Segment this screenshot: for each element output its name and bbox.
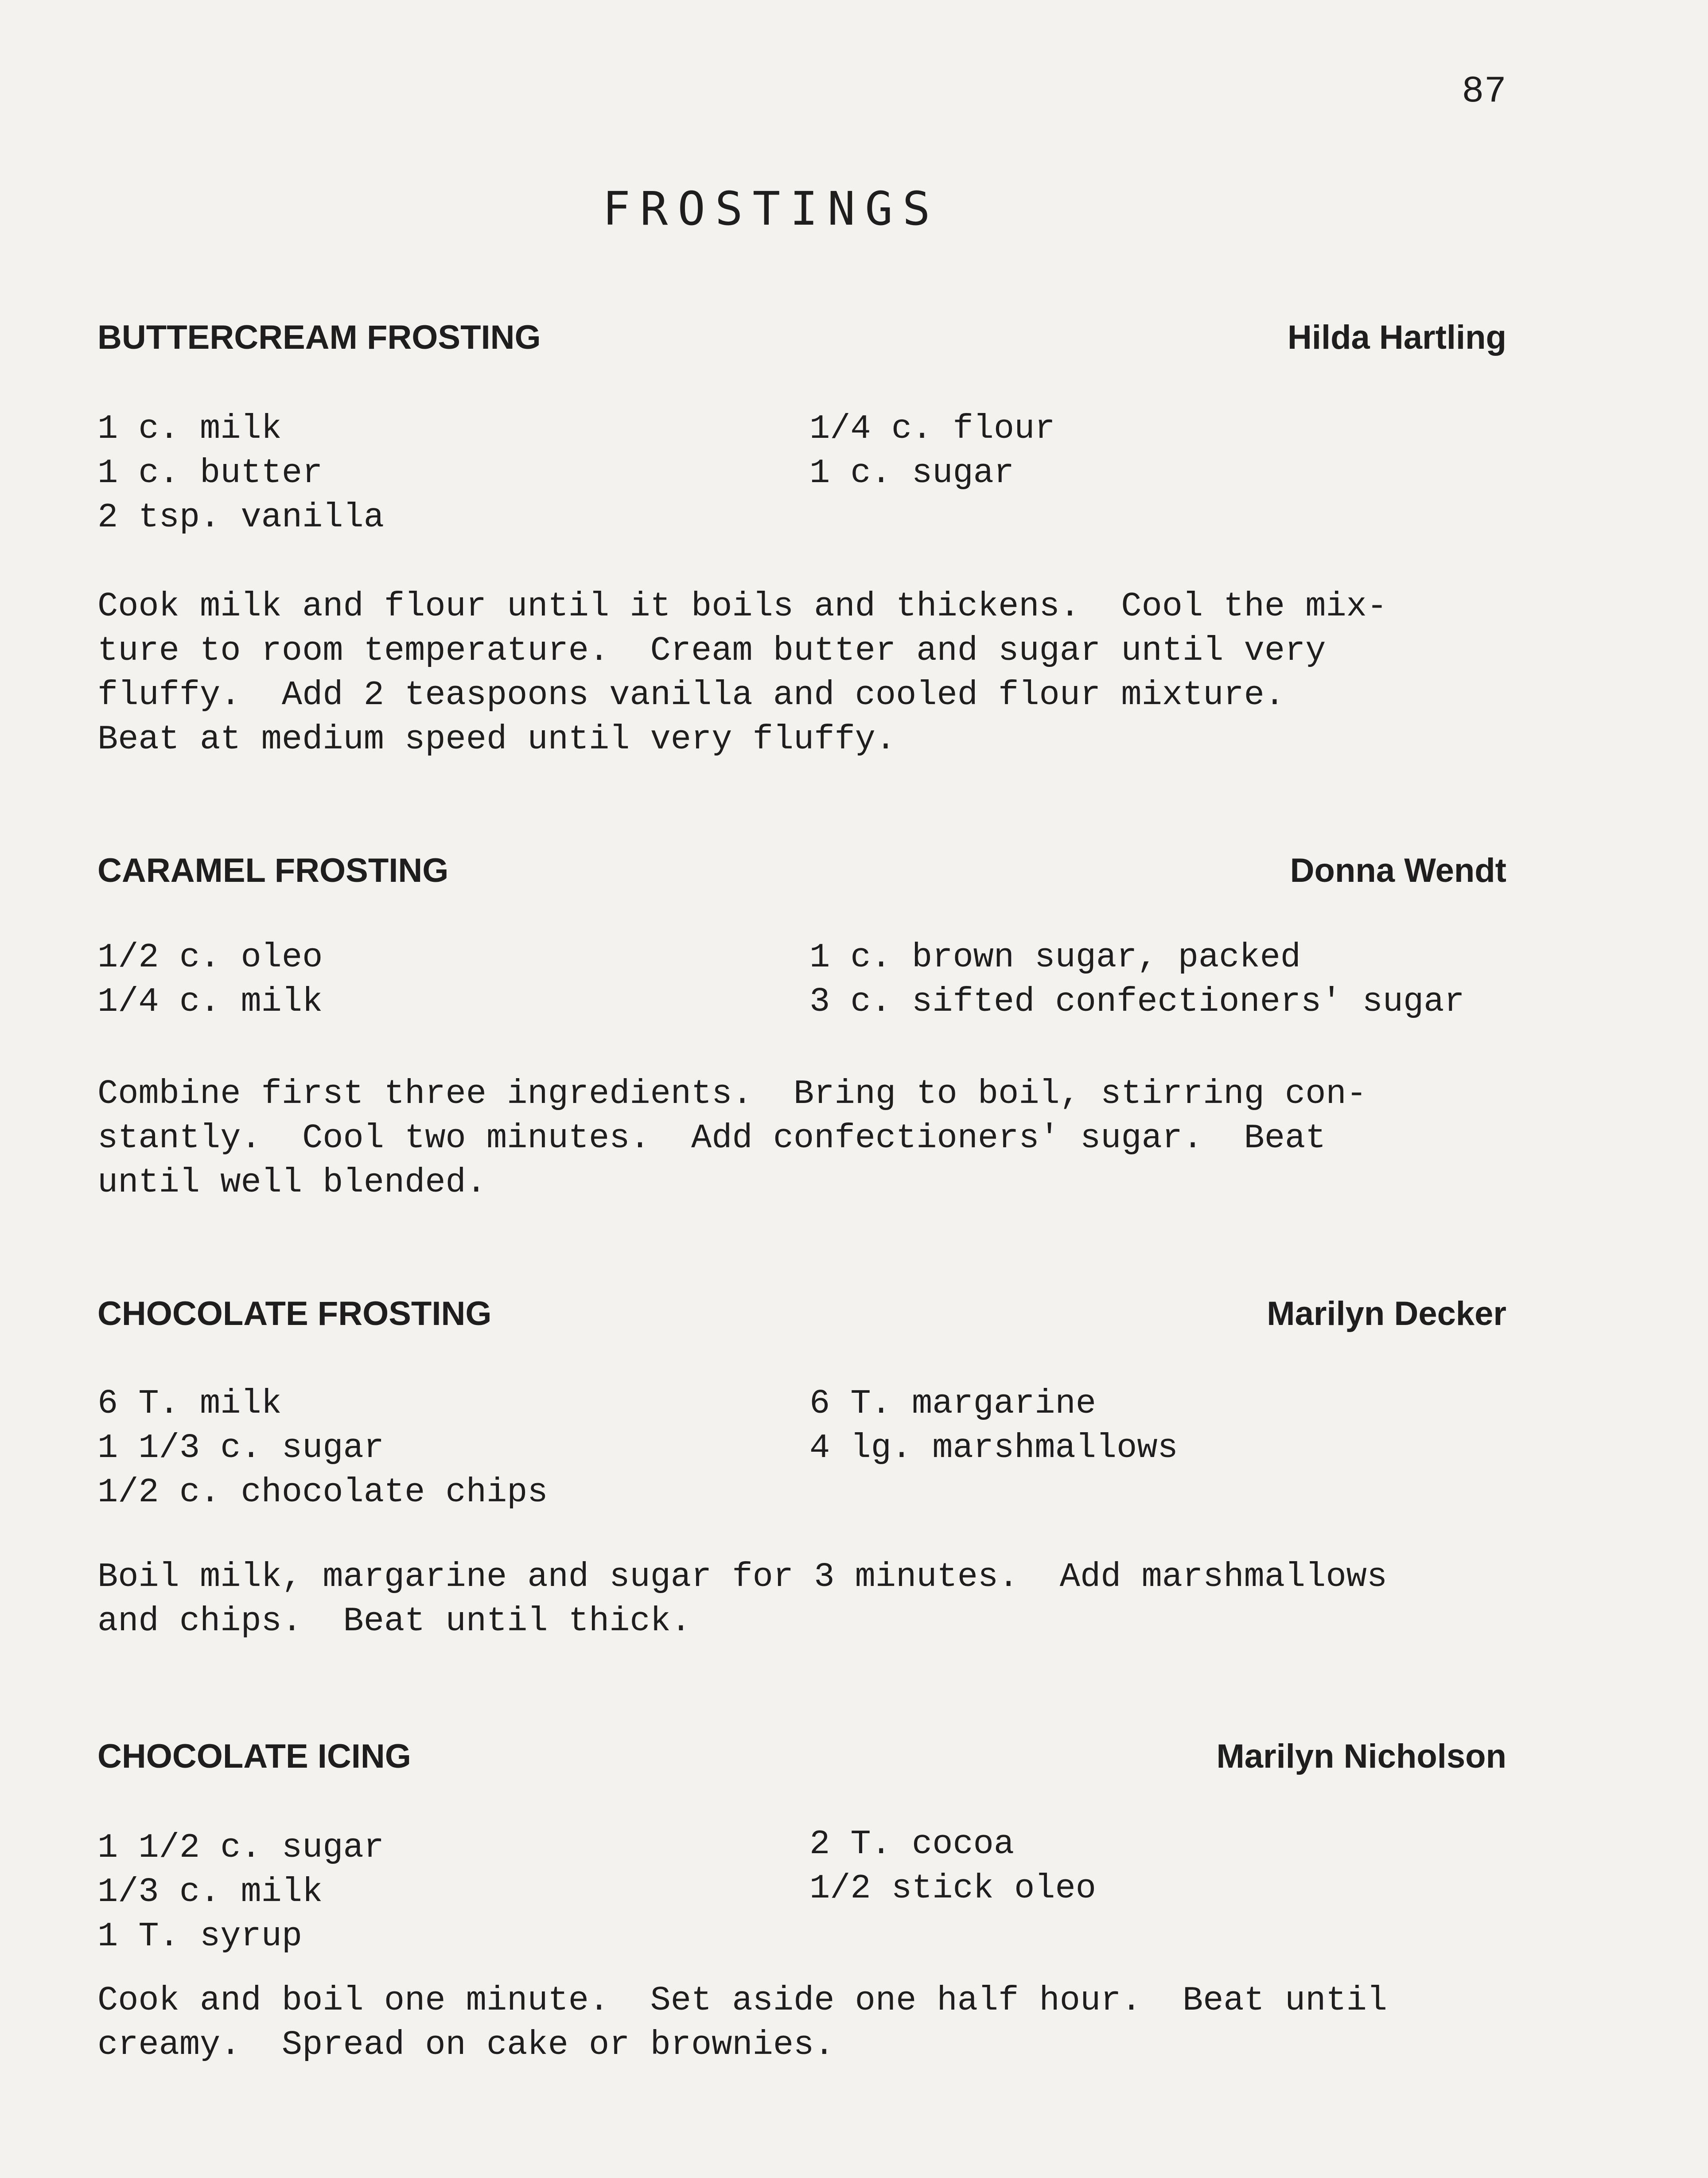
directions-line: until well blended. [97, 1164, 486, 1202]
ingredients-left [97, 1826, 809, 1959]
directions [97, 585, 1506, 762]
ingredient: 4 lg. marshmallows [809, 1429, 1178, 1468]
recipe-caramel-frosting [97, 849, 1506, 1205]
ingredient: 1 c. sugar [809, 454, 1015, 493]
recipe-author: Marilyn Decker [1267, 1295, 1506, 1333]
ingredient: 1 c. butter [97, 454, 323, 493]
directions-line: Cook and boil one minute. Set aside one half hour. Beat until [97, 1982, 1388, 2020]
directions-line: Boil milk, margarine and sugar for 3 minutes. Add marshmallows [97, 1558, 1388, 1597]
ingredient: 1/2 c. oleo [97, 939, 323, 977]
ingredient: 6 T. margarine [809, 1385, 1096, 1423]
ingredients-left [97, 1382, 809, 1515]
directions [97, 1555, 1506, 1644]
recipe-name: CHOCOLATE FROSTING [97, 1295, 492, 1333]
directions-line: Combine first three ingredients. Bring to boil, stirring con- [97, 1075, 1367, 1114]
ingredient: 1 1/2 c. sugar [97, 1829, 384, 1867]
ingredient: 1/4 c. flour [809, 410, 1055, 448]
recipe-name: BUTTERCREAM FROSTING [97, 319, 541, 356]
directions-line: stantly. Cool two minutes. Add confectioners' sugar. Beat [97, 1119, 1326, 1158]
recipe-name: CHOCOLATE ICING [97, 1738, 411, 1775]
directions-line: Beat at medium speed until very fluffy. [97, 721, 896, 759]
ingredient: 1 1/3 c. sugar [97, 1429, 384, 1468]
ingredient: 1/4 c. milk [97, 983, 323, 1021]
ingredients-left [97, 407, 809, 540]
directions [97, 1979, 1506, 2068]
ingredients-right [809, 1382, 1178, 1515]
ingredient: 2 T. cocoa [809, 1825, 1015, 1864]
directions [97, 1072, 1506, 1205]
recipe-buttercream-frosting [97, 316, 1506, 762]
ingredient: 3 c. sifted confectioners' sugar [809, 983, 1465, 1021]
recipe-author: Donna Wendt [1290, 852, 1506, 889]
ingredient: 2 tsp. vanilla [97, 499, 384, 537]
ingredients-left [97, 936, 809, 1025]
ingredient: 1 c. milk [97, 410, 282, 448]
ingredient: 6 T. milk [97, 1385, 282, 1423]
page-title: FROSTINGS [603, 182, 940, 236]
directions-line: Cook milk and flour until it boils and thickens. Cool the mix- [97, 588, 1388, 626]
ingredients-right [809, 936, 1465, 1025]
ingredient: 1 c. brown sugar, packed [809, 939, 1301, 977]
recipe-chocolate-icing [97, 1734, 1506, 2068]
directions-line: ture to room temperature. Cream butter and sugar until very [97, 632, 1326, 670]
ingredients-right [809, 407, 1055, 540]
ingredient: 1 T. syrup [97, 1917, 303, 1956]
recipe-chocolate-frosting [97, 1292, 1506, 1644]
ingredient: 1/3 c. milk [97, 1873, 323, 1912]
ingredient: 1/2 stick oleo [809, 1870, 1096, 1908]
recipe-author: Marilyn Nicholson [1216, 1738, 1506, 1775]
recipe-author: Hilda Hartling [1287, 319, 1506, 356]
ingredients-right [809, 1823, 1096, 1959]
directions-line: fluffy. Add 2 teaspoons vanilla and cooled flour mixture. [97, 676, 1285, 715]
directions-line: and chips. Beat until thick. [97, 1602, 692, 1641]
recipe-name: CARAMEL FROSTING [97, 852, 449, 889]
directions-line: creamy. Spread on cake or brownies. [97, 2026, 835, 2065]
ingredient: 1/2 c. chocolate chips [97, 1473, 548, 1512]
page-number: 87 [1462, 71, 1506, 113]
